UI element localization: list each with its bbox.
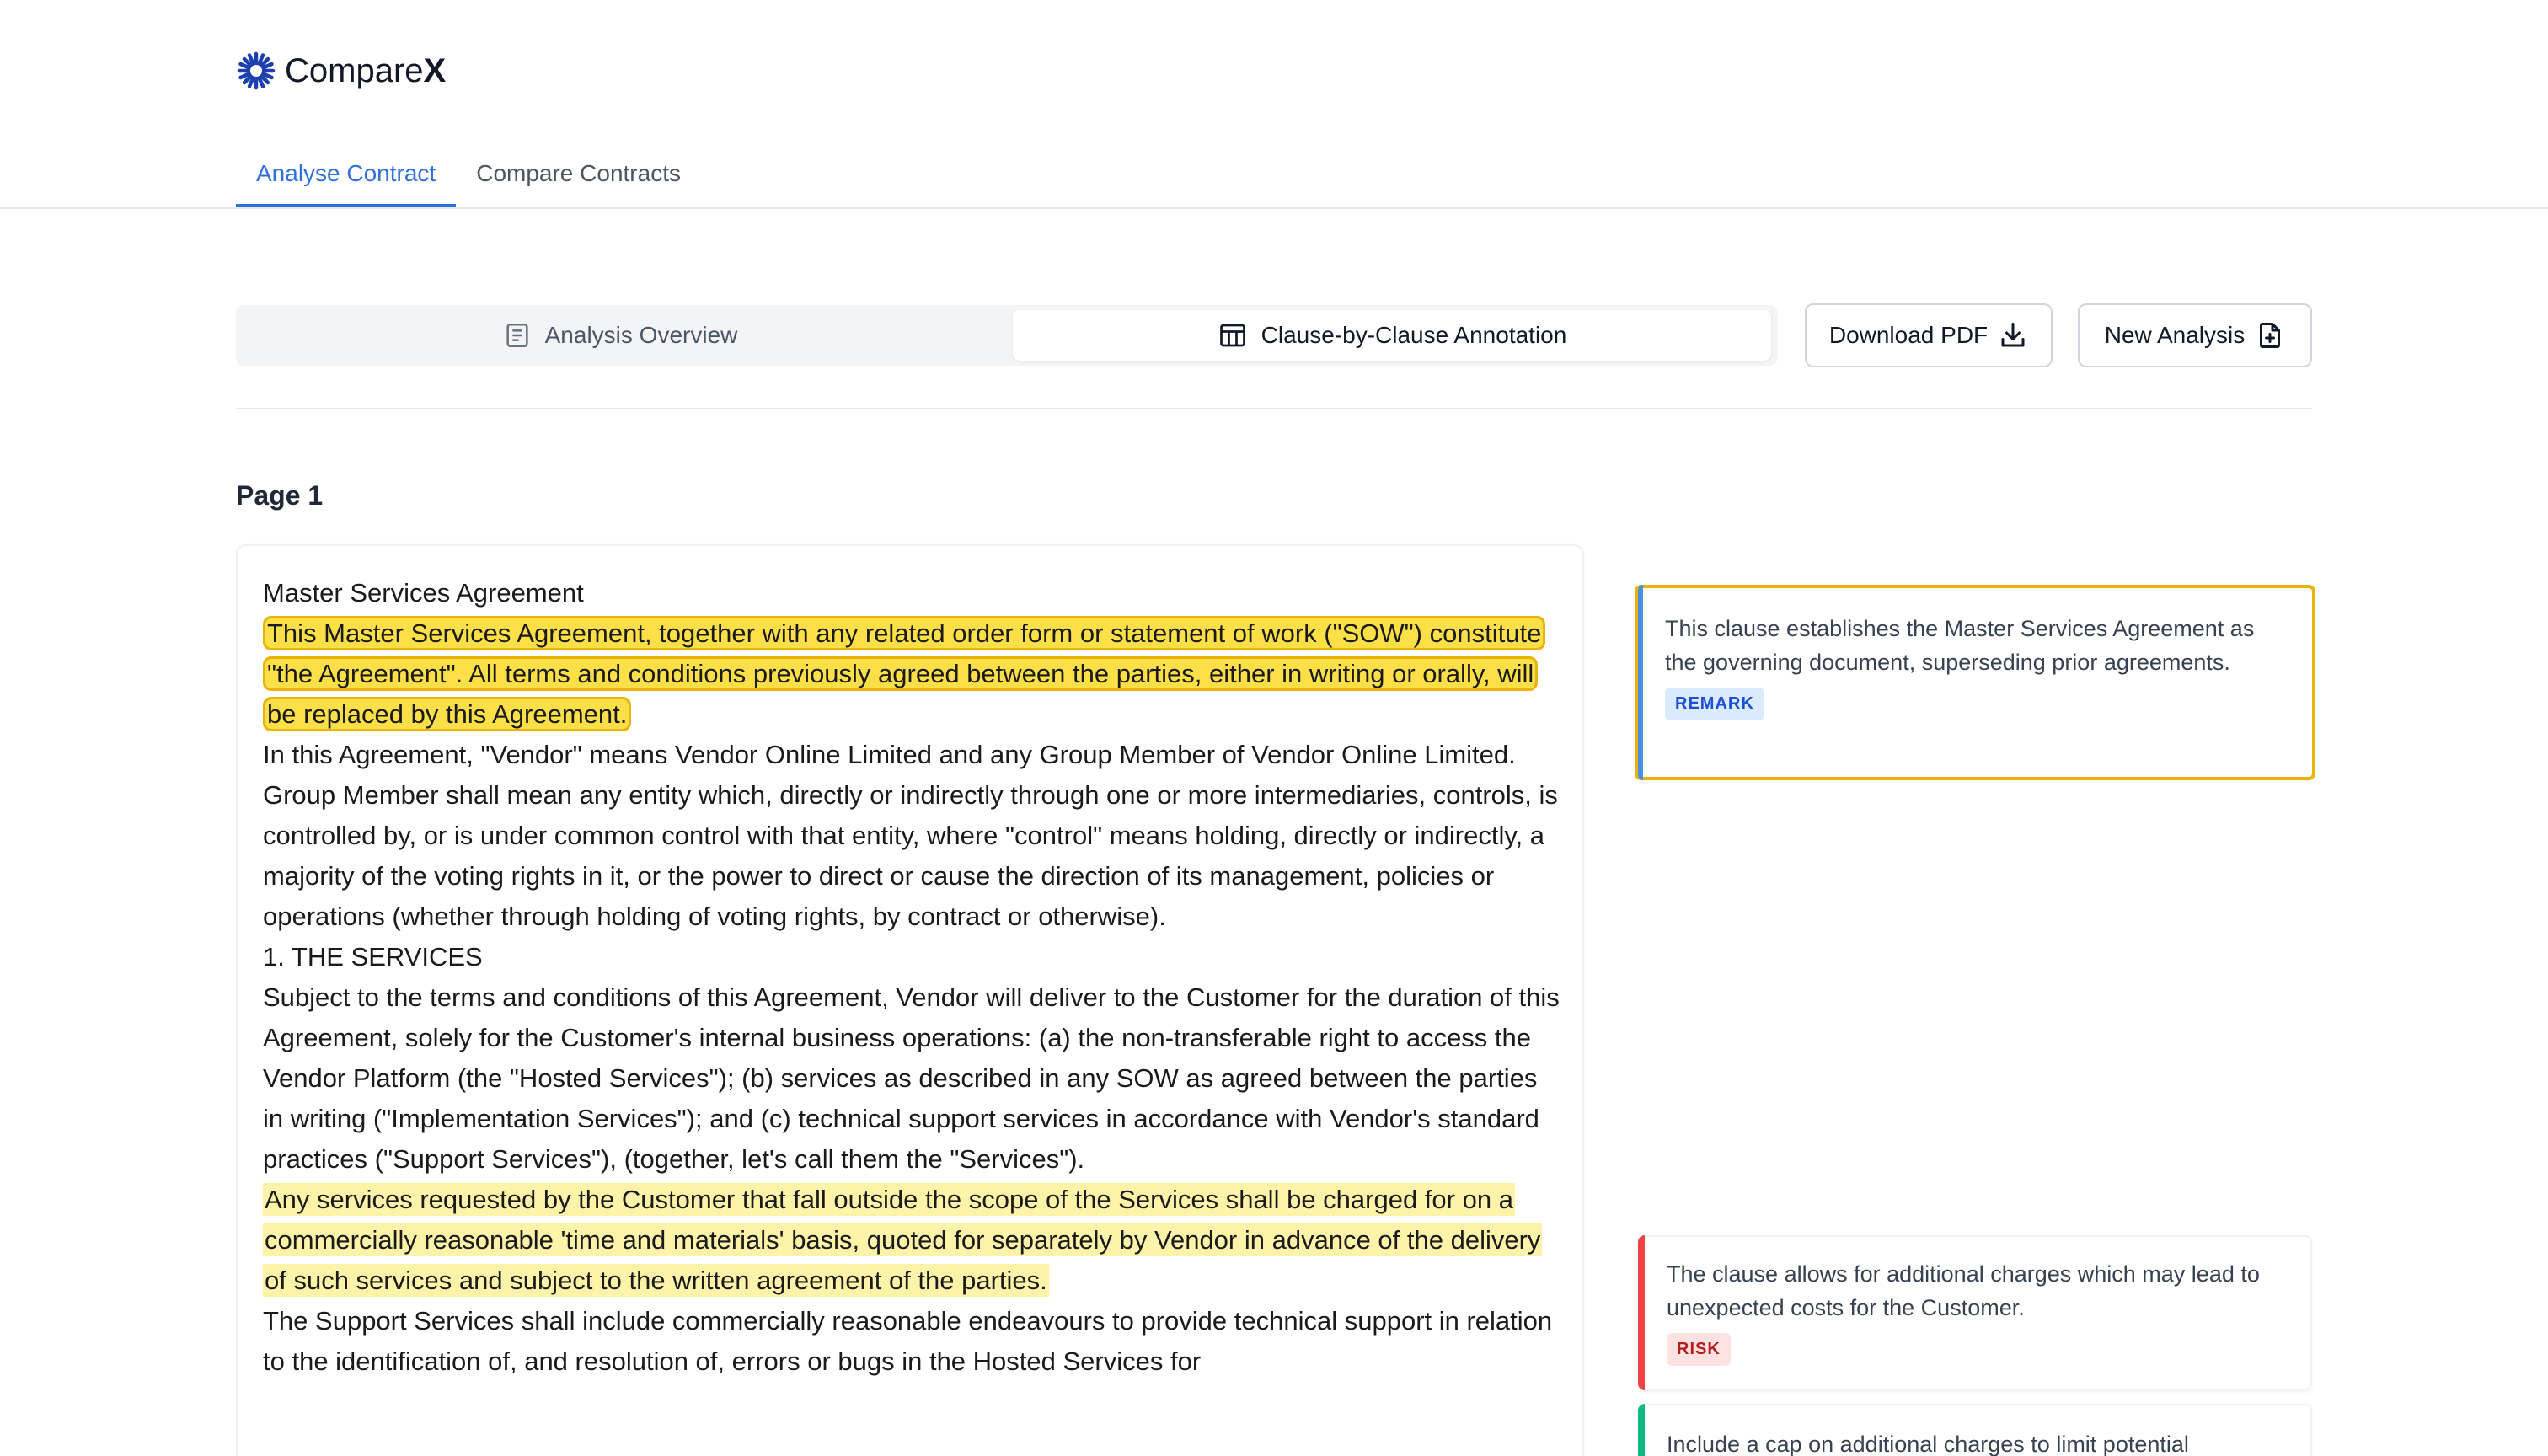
- annotation-card-risk[interactable]: [1638, 1235, 2312, 1390]
- brand-name: CompareX: [285, 51, 447, 89]
- clause-annotation-label: Clause-by-Clause Annotation: [1261, 322, 1567, 348]
- section-heading: 1. THE SERVICES: [263, 942, 483, 972]
- tabs-divider: [0, 207, 2548, 209]
- annotation-text: The clause allows for additional charges which may lead to unexpected costs for the Customer.: [1667, 1261, 2260, 1320]
- download-icon: [1998, 320, 2028, 351]
- clause-paragraph: The Support Services shall include commercially reasonable endeavours to provide technical support in relation to the identification of, and resolution of, errors or bugs in the Hosted Services for: [263, 1306, 1553, 1376]
- page-title: Page 1: [236, 480, 324, 511]
- analysis-overview-label: Analysis Overview: [544, 322, 738, 348]
- tab-analyse-contract[interactable]: Analyse Contract: [236, 152, 456, 207]
- clause-paragraph: Subject to the terms and conditions of this Agreement, Vendor will deliver to the Customer for the duration of this Agreement, solely for the Customer's internal business operations: (a) the non-transferable right to access the Vendor Platform (the "Hosted Services"); (b) services as described in any SOW as agreed between the parties in writing ("Implementation Services"); and (c) technical support services in accordance with Vendor's standard practices ("Support Services"), (together, let's call them the "Services").: [263, 982, 1560, 1174]
- doc-title: Master Services Agreement: [263, 578, 584, 608]
- toolbar-divider: [236, 408, 2312, 410]
- view-toggle: [236, 305, 1778, 366]
- download-pdf-label: Download PDF: [1828, 322, 1989, 348]
- annotation-card-suggestion[interactable]: [1638, 1404, 2312, 1456]
- annotation-color-bar: [1638, 1235, 1645, 1390]
- download-pdf-button[interactable]: [1805, 303, 2053, 367]
- annotation-text: This clause establishes the Master Services Agreement as the governing document, superseding prior agreements.: [1665, 616, 2255, 675]
- brand-logo[interactable]: [236, 47, 446, 94]
- main-tabs: [236, 152, 701, 207]
- annotation-type-badge: REMARK: [1665, 688, 1764, 720]
- clause-paragraph: [263, 613, 1565, 735]
- annotation-type-badge: RISK: [1667, 1333, 1731, 1366]
- clause-paragraph: [263, 1180, 1565, 1301]
- highlighted-clause-active[interactable]: This Master Services Agreement, together with any related order form or statement of work ("SOW") constitute "the Agreement". All terms and conditions previously agreed between the parties, either in writing or orally, will be replaced by this Agreement.: [263, 616, 1545, 731]
- annotation-text: Include a cap on additional charges to limit potential: [1667, 1432, 2189, 1456]
- tab-compare-contracts[interactable]: Compare Contracts: [476, 160, 681, 186]
- annotation-color-bar: [1638, 1404, 1645, 1456]
- clause-annotation-button[interactable]: [1013, 310, 1771, 361]
- table-icon: [1218, 320, 1248, 351]
- document-panel: [236, 544, 1584, 1456]
- new-analysis-button[interactable]: [2078, 303, 2312, 367]
- asterisk-logo-icon: [236, 51, 276, 91]
- highlighted-clause[interactable]: Any services requested by the Customer that fall outside the scope of the Services shall be charged for on a commercially reasonable 'time and materials' basis, quoted for separately by Vendor in advance of the delivery of such services and subject to the written agreement of the parties.: [265, 1185, 1541, 1295]
- file-plus-icon: [2255, 320, 2285, 351]
- clause-paragraph: In this Agreement, "Vendor" means Vendor Online Limited and any Group Member of Vendor Online Limited. Group Member shall mean any entity which, directly or indirectly through one or more intermediaries, controls, is controlled by, or is under common control with that entity, where "control" means holding, directly or indirectly, a majority of the voting rights in it, or the power to direct or cause the direction of its management, policies or operations (whether through holding of voting rights, by contract or otherwise).: [263, 740, 1558, 931]
- annotation-color-bar: [1635, 585, 1643, 780]
- analysis-overview-button[interactable]: [241, 310, 999, 361]
- annotation-card-remark[interactable]: [1635, 585, 2315, 780]
- new-analysis-label: New Analysis: [2104, 322, 2246, 348]
- document-text: [263, 573, 1565, 1382]
- document-list-icon: [503, 321, 532, 350]
